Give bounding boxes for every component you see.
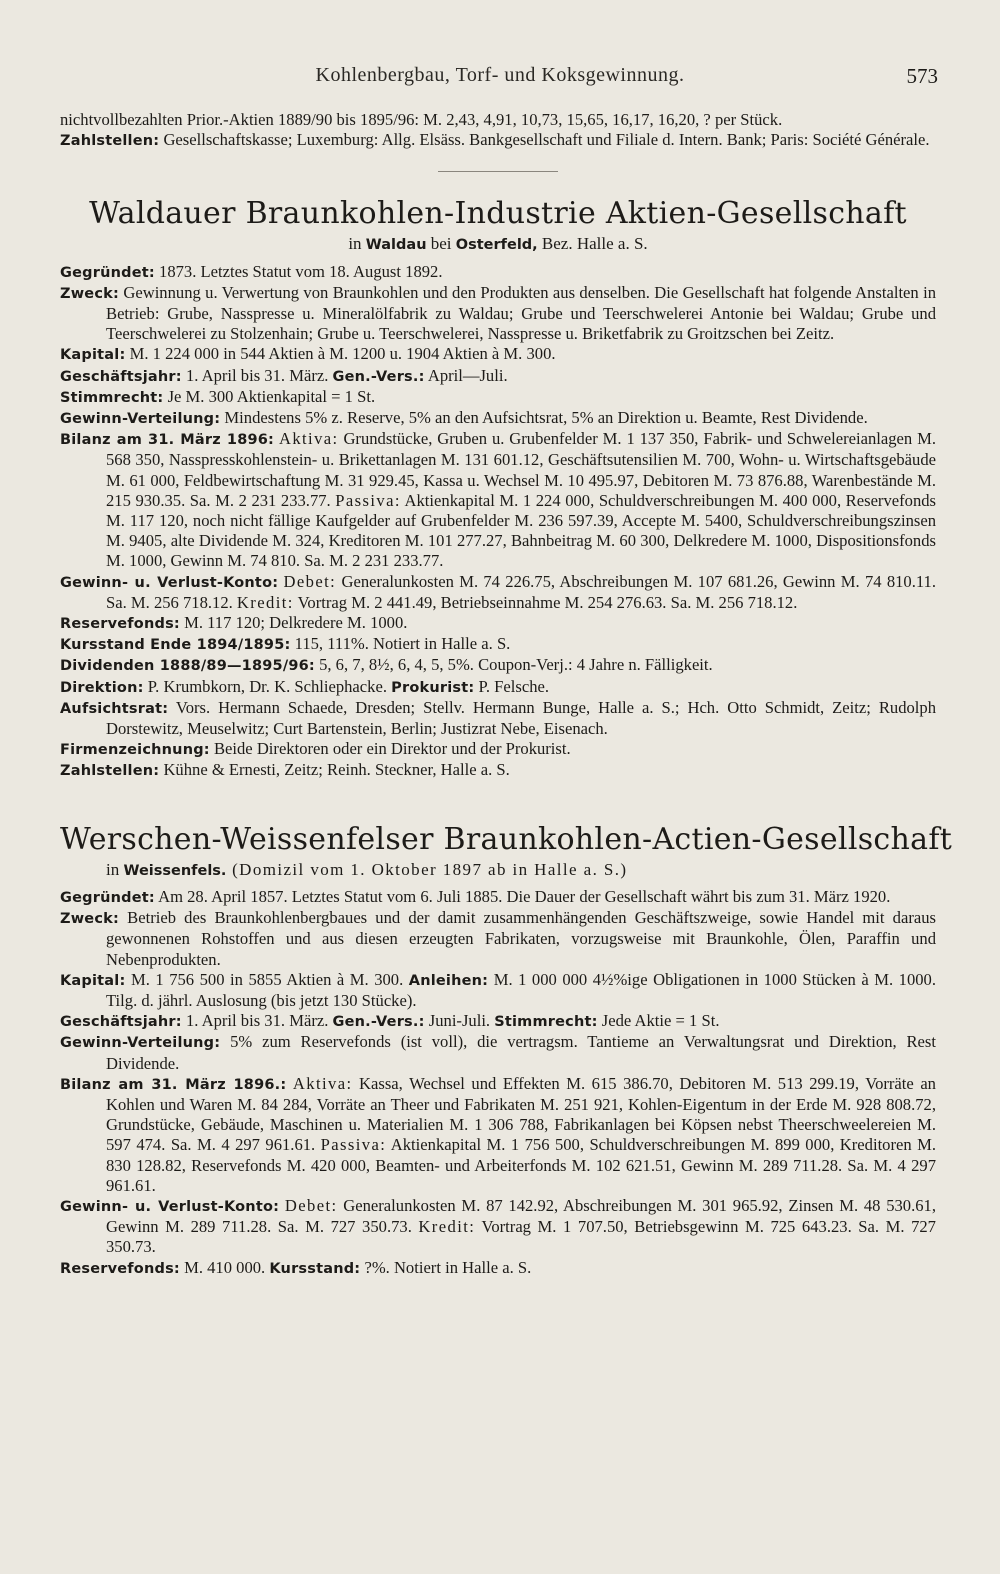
entry-paragraph xyxy=(60,572,936,613)
entry-text: 115, 111%. Notiert in Halle a. S. xyxy=(294,634,511,654)
entry-paragraph xyxy=(60,1032,936,1073)
entry-text: M. 1 756 500 in 5855 Aktien à M. 300. xyxy=(130,969,404,989)
entry-label: Gewinn- u. Verlust-Konto: xyxy=(60,1198,280,1215)
company-location xyxy=(60,234,936,255)
entry-label: Zweck: xyxy=(60,911,119,928)
entry-text: Vortrag M. 1 707.50, Betriebsgewinn M. 725 643.23. Sa. M. 727 350.73. xyxy=(106,1217,936,1257)
entry-text: 1873. Letztes Statut vom 18. August 1892. xyxy=(159,261,443,281)
entry-text: Juni-Juli. xyxy=(428,1011,491,1031)
entry-label: Zahlstellen: xyxy=(60,133,160,150)
prev-entry-continuation xyxy=(60,110,936,130)
entry-text: P. Felsche. xyxy=(478,676,550,696)
entry-label: Gewinn- u. Verlust-Konto: xyxy=(60,574,279,591)
entry-label: Dividenden 1888/89—1895/96: xyxy=(60,658,315,675)
entry-label: Kapital: xyxy=(60,347,126,364)
entry-label: Geschäftsjahr: xyxy=(60,368,182,385)
entry-label: Anleihen: xyxy=(408,972,489,989)
page-body xyxy=(60,110,953,1279)
entry-text: ?%. Notiert in Halle a. S. xyxy=(364,1257,532,1277)
entry-label: Stimmrecht: xyxy=(60,389,164,406)
entry-text: 5% zum Reservefonds (ist voll), die vertragsm. Tantieme an Verwaltungsrat und Direktion, Rest Dividende. xyxy=(106,1032,936,1073)
entry-label: Geschäftsjahr: xyxy=(60,1014,182,1031)
entry-text: Grundstücke, Gruben u. Grubenfelder M. 1 137 350, Fabrik- und Schwelereianlagen M. 568 350, Nasspresskohlenstein- u. Brikettanlagen M. 131 601.12, Geschäftsutensilien M. 700, Wohn- u. Wirtschaftsgebäude M. 61 000, Feldbewirtschaftung M. 31 929.45, Kassa u. Wechsel M. 10 495.97, Debitoren M. 73 876.88, Warenbestände M. 215 930.35. Sa. M. 2 231 233.77. xyxy=(106,429,936,510)
location-mid: bei xyxy=(426,234,456,254)
entry-label: Gen.-Vers.: xyxy=(332,368,425,385)
entry-section-label: Aktiva: xyxy=(278,429,339,449)
entry-text: Aktienkapital M. 1 756 500, Schuldverschreibungen M. 899 000, Kreditoren M. 830 128.82, Reservefonds M. 420 000, Beamten- und Arbeiterfonds M. 102 621.51, Gewinn M. 289 711.28. Sa. M. 4 297 961.61. xyxy=(106,1135,937,1195)
entry-text: Gesellschaftskasse; Luxemburg: Allg. Elsäss. Bankgesellschaft und Filiale d. Intern. Bank; Paris: Société Générale. xyxy=(163,130,930,150)
entry-paragraph xyxy=(60,1258,936,1279)
entry-section-label: Debet: xyxy=(283,571,337,591)
entry-text: 1. April bis 31. März. xyxy=(185,365,329,385)
entry-paragraph xyxy=(60,408,936,429)
entry-label: Bilanz am 31. März 1896: xyxy=(60,432,275,449)
entry-text: M. 410 000. xyxy=(184,1257,266,1277)
entry-label: Zweck: xyxy=(60,285,119,302)
entry-paragraph xyxy=(60,970,936,1011)
entry-text: Jede Aktie = 1 St. xyxy=(601,1011,720,1031)
entry-label: Reservefonds: xyxy=(60,1260,180,1277)
entry-text: Mindestens 5% z. Reserve, 5% an den Aufsichtsrat, 5% an Direktion u. Beamte, Rest Dividende. xyxy=(224,408,868,428)
entry-text: Vortrag M. 2 441.49, Betriebseinnahme M. 254 276.63. Sa. M. 256 718.12. xyxy=(297,592,798,612)
entry-text: Vors. Hermann Schaede, Dresden; Stellv. Hermann Bunge, Halle a. S.; Hch. Otto Schmidt, Zeitz; Rudolph Dorstewitz, Meuselwitz; Curt Bartenstein, Berlin; Justizrat Nebe, Eisenach. xyxy=(106,697,936,739)
entry-label: Reservefonds: xyxy=(60,616,180,633)
entry-text: Aktienkapital M. 1 224 000, Schuldverschreibungen M. 400 000, Reservefonds M. 117 120, noch nicht fällige Kaufgelder auf Grubenfelder M. 236 597.39, Accepte M. 5400, Schuldverschreibungszinsen M. 9405, alte Dividende M. 324, Kreditoren M. 101 277.27, Bahnbeitrag M. 60 300, Delkredere M. 1000, Dispositionsfonds M. 1000, Gewinn M. 74 810. Sa. M. 2 231 233.77. xyxy=(106,490,936,571)
entry-paragraph xyxy=(60,344,936,365)
location-prefix: in xyxy=(106,859,124,879)
entry-paragraph xyxy=(60,387,936,408)
entry-paragraph xyxy=(60,887,936,908)
entry-text: Generalunkosten M. 87 142.92, Abschreibungen M. 301 965.92, Zinsen M. 48 530.61, Gewinn M. 289 711.28. Sa. M. 727 350.73. xyxy=(106,1195,936,1237)
entry-label: Kursstand Ende 1894/1895: xyxy=(60,637,291,654)
entry-paragraph xyxy=(60,655,936,676)
entry-text: Betrieb des Braunkohlenbergbaues und der damit zusammenhängenden Geschäftszweige, sowie Handel mit daraus gewonnenen Rohstoffen und aus diesen erzeugten Fabrikaten, vorzugsweise mit Braunkohle, Ölen, Paraffin und Nebenprodukten. xyxy=(106,908,936,969)
section-gap xyxy=(60,782,936,822)
company-waldauer xyxy=(60,196,936,781)
entry-text: Kühne & Ernesti, Zeitz; Reinh. Steckner, Halle a. S. xyxy=(163,760,510,780)
prev-entry-line: nichtvollbezahlten Prior.-Aktien 1889/90 bis 1895/96: M. 2,43, 4,91, 10,73, 15,65, 16,17, 16,20, ? per Stück. xyxy=(60,110,783,129)
entry-paragraph xyxy=(60,429,936,571)
entry-label: Aufsichtsrat: xyxy=(60,700,169,717)
entry-text: Kassa, Wechsel und Effekten M. 615 386.70, Debitoren M. 513 299.19, Vorräte an Kohlen und Waren M. 84 284, Vorräte an Theer und Fabrikaten M. 251 921, Kohlen-Eigentum in der Erde M. 928 808.72, Grundstücke, Gebäude, Maschinen u. Materialien M. 1 306 788, Fabrikanlagen bei Köpsen nebst Theerschweelereien M. 597 474. Sa. M. 4 297 961.61. xyxy=(106,1073,936,1155)
location-town: Weissenfels. xyxy=(123,862,227,879)
entry-label: Zahlstellen: xyxy=(60,763,160,780)
entry-paragraph xyxy=(60,908,936,970)
entry-section-label: Aktiva: xyxy=(292,1073,353,1093)
entry-label: Gewinn-Verteilung: xyxy=(60,1035,221,1052)
location-town-2: Osterfeld, xyxy=(455,237,538,254)
entry-text: Gewinnung u. Verwertung von Braunkohlen und den Produkten aus denselben. Die Gesellschaft hat folgende Anstalten in Betrieb: Grube, Nasspresse u. Mineralölfabrik zu Waldau; Grube und Teerschwelerei Antonie bei Waldau; Grube und Teerschwelerei zu Stolzenhain; Grube u. Teerschwelerei, Nasspresse u. Briketfabrik zu Groitzschen bei Zeitz. xyxy=(106,282,936,344)
entry-paragraph xyxy=(60,698,936,739)
entry-label: Kapital: xyxy=(60,972,126,989)
entry-paragraph xyxy=(60,1011,936,1032)
entry-paragraph xyxy=(60,1196,936,1258)
entry-section-label: Kredit: xyxy=(418,1217,476,1237)
entry-paragraph xyxy=(60,366,936,387)
entry-text: Je M. 300 Aktienkapital = 1 St. xyxy=(167,386,376,406)
location-suffix: Bez. Halle a. S. xyxy=(537,234,648,254)
entry-label: Bilanz am 31. März 1896.: xyxy=(60,1076,287,1093)
entry-section-label: Kredit: xyxy=(236,592,294,612)
entry-text: M. 117 120; Delkredere M. 1000. xyxy=(184,613,408,633)
entry-label: Firmenzeichnung: xyxy=(60,742,210,759)
company-werschen-weissenfelser xyxy=(60,821,953,1279)
entry-label: Gegründet: xyxy=(60,889,155,906)
entry-label: Gen.-Vers.: xyxy=(332,1014,425,1031)
entry-paragraph xyxy=(60,613,936,634)
company-title: Werschen-Weissenfelser Braunkohlen-Actien-Gesellschaft xyxy=(60,821,953,857)
entry-text: 1. April bis 31. März. xyxy=(185,1011,329,1031)
section-divider xyxy=(438,171,558,172)
entry-text: P. Krumbkorn, Dr. K. Schliephacke. xyxy=(147,676,387,696)
page-header xyxy=(0,64,1000,94)
entry-paragraph xyxy=(60,283,936,345)
entry-paragraph xyxy=(60,739,936,760)
location-prefix: in xyxy=(348,234,366,254)
entry-section-label: Passiva: xyxy=(335,490,401,510)
entry-label: Prokurist: xyxy=(391,679,475,696)
entry-section-label: Passiva: xyxy=(320,1135,387,1155)
entry-text: M. 1 000 000 4½%ige Obligationen in 1000 Stücken à M. 1000. Tilg. d. jährl. Auslosung (bis jetzt 130 Stücke). xyxy=(106,969,936,1010)
company-entries xyxy=(60,887,936,1279)
entry-paragraph xyxy=(60,1074,936,1196)
entry-label: Stimmrecht: xyxy=(494,1014,598,1031)
entry-label: Gegründet: xyxy=(60,264,155,281)
prev-entry-zahlstellen xyxy=(60,130,936,151)
entry-text: April—Juli. xyxy=(427,365,508,385)
entry-text: Am 28. April 1857. Letztes Statut vom 6. Juli 1885. Die Dauer der Gesellschaft währt bis zum 31. März 1920. xyxy=(158,886,891,906)
page-number: 573 xyxy=(906,64,938,88)
entry-label: Direktion: xyxy=(60,679,144,696)
company-location xyxy=(60,860,936,881)
entry-text: Generalunkosten M. 74 226.75, Abschreibungen M. 107 681.26, Gewinn M. 74 810.11. Sa. M. 256 718.12. xyxy=(106,571,936,612)
entry-label: Gewinn-Verteilung: xyxy=(60,411,221,428)
entry-paragraph xyxy=(60,262,936,283)
entry-text: Beide Direktoren oder ein Direktor und der Prokurist. xyxy=(213,739,571,759)
running-head: Kohlenbergbau, Torf- und Koksgewinnung. xyxy=(315,64,685,86)
entry-text: M. 1 224 000 in 544 Aktien à M. 1200 u. 1904 Aktien à M. 300. xyxy=(129,344,556,364)
location-suffix: (Domizil vom 1. Oktober 1897 ab in Halle a. S.) xyxy=(226,859,628,879)
company-title: Waldauer Braunkohlen-Industrie Aktien-Gesellschaft xyxy=(89,196,907,232)
entry-paragraph xyxy=(60,760,936,781)
entry-section-label: Debet: xyxy=(284,1195,338,1215)
company-entries xyxy=(60,262,936,782)
entry-label: Kursstand: xyxy=(269,1260,361,1277)
entry-paragraph xyxy=(60,677,936,698)
location-town: Waldau xyxy=(365,237,427,254)
entry-paragraph xyxy=(60,634,936,655)
entry-text: 5, 6, 7, 8½, 6, 4, 5, 5%. Coupon-Verj.: 4 Jahre n. Fälligkeit. xyxy=(319,655,713,675)
